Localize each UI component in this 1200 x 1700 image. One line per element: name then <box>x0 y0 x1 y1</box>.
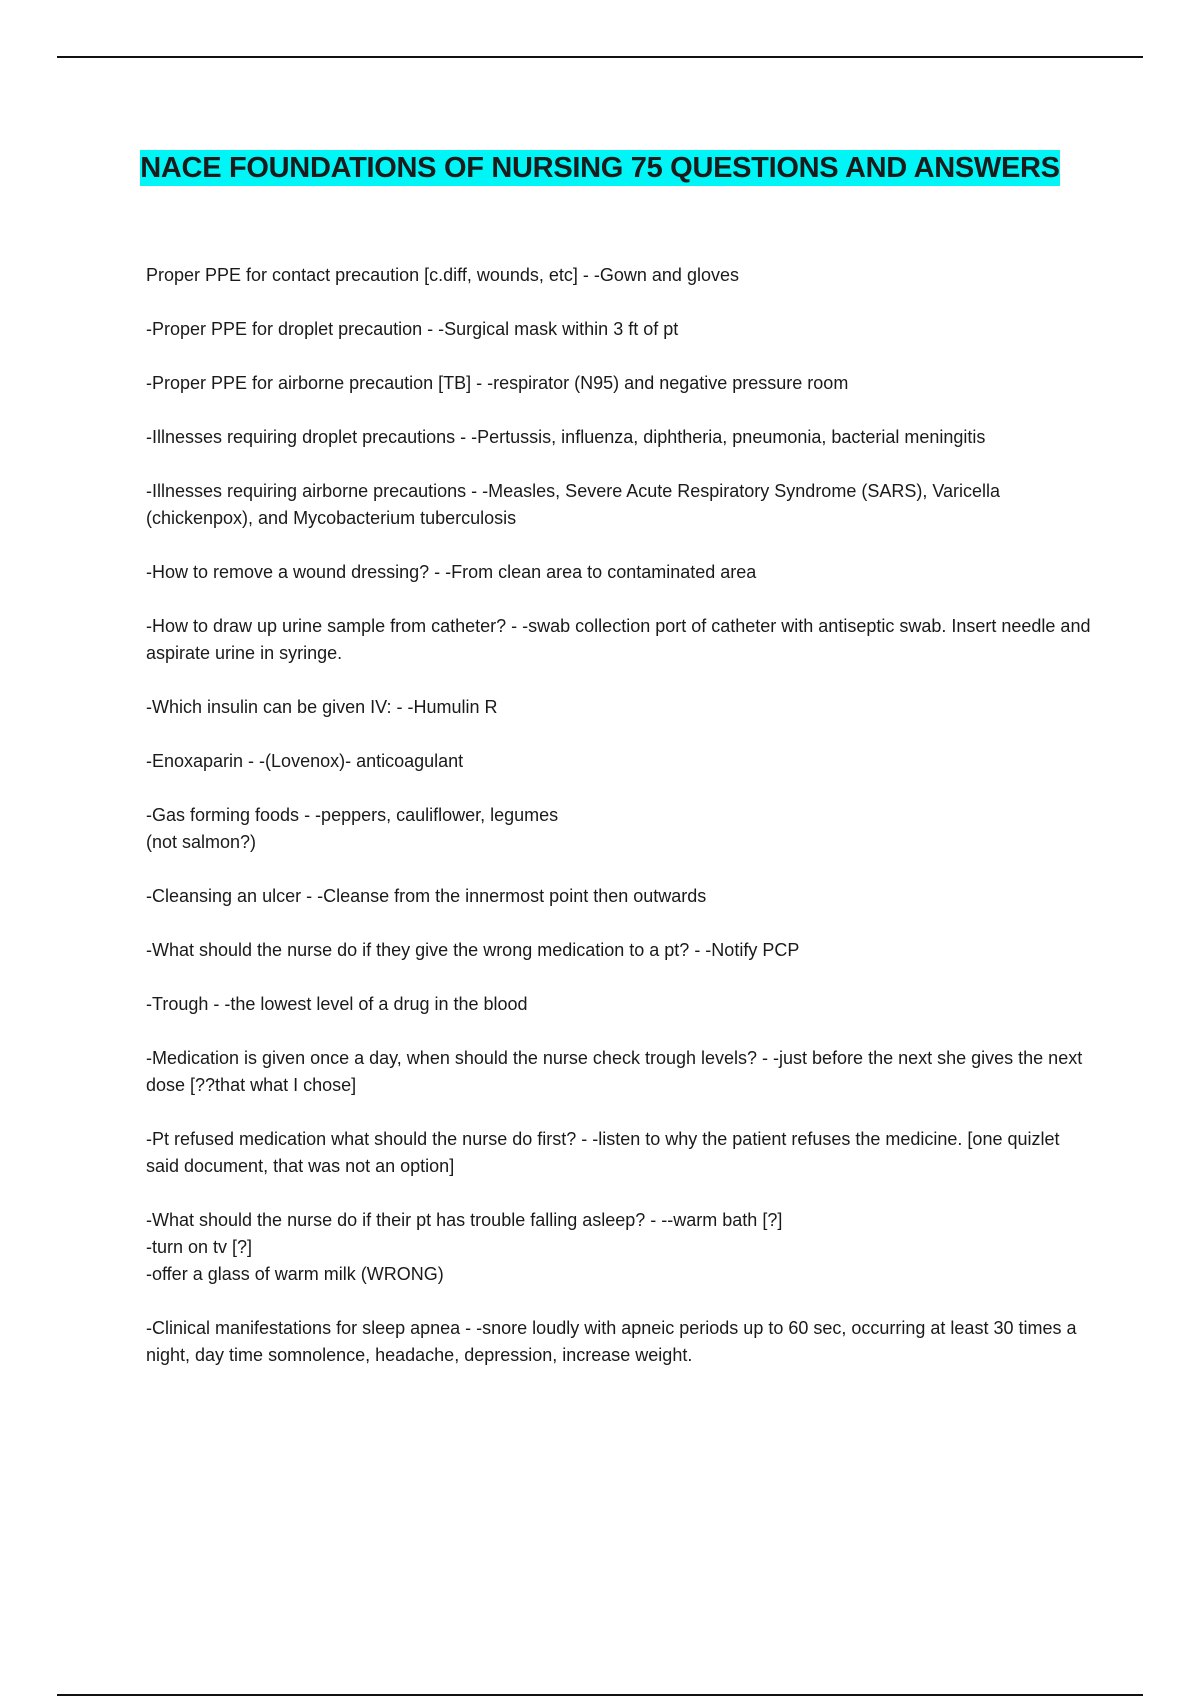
qa-item-gas-foods: -Gas forming foods - -peppers, cauliflower, legumes (not salmon?) <box>146 805 559 852</box>
qa-item-wrong-medication: -What should the nurse do if they give the wrong medication to a pt? - -Notify PCP <box>146 940 800 960</box>
qa-item-refused-medication: -Pt refused medication what should the nurse do first? - -listen to why the patient refuses the medicine. [one quizlet said document, that was not an option] <box>146 1129 1060 1176</box>
qa-item-enoxaparin: -Enoxaparin - -(Lovenox)- anticoagulant <box>146 751 464 771</box>
qa-item-trough: -Trough - -the lowest level of a drug in the blood <box>146 994 528 1014</box>
qa-item-droplet-illnesses: -Illnesses requiring droplet precautions - -Pertussis, influenza, diphtheria, pneumonia, bacterial meningitis <box>146 427 986 447</box>
top-horizontal-rule <box>57 56 1143 58</box>
qa-item-droplet-ppe: -Proper PPE for droplet precaution - -Surgical mask within 3 ft of pt <box>146 319 679 339</box>
qa-item-sleep-apnea: -Clinical manifestations for sleep apnea - -snore loudly with apneic periods up to 60 sec, occurring at least 30 times a night, day time somnolence, headache, depression, increase weight. <box>146 1318 1077 1365</box>
qa-item-urine-sample: -How to draw up urine sample from catheter? - -swab collection port of catheter with antiseptic swab. Insert needle and aspirate urine in syringe. <box>146 616 1091 663</box>
qa-item-contact-ppe: Proper PPE for contact precaution [c.diff, wounds, etc] - -Gown and gloves <box>146 265 739 285</box>
qa-item-iv-insulin: -Which insulin can be given IV: - -Humulin R <box>146 697 498 717</box>
qa-item-ulcer-cleansing: -Cleansing an ulcer - -Cleanse from the innermost point then outwards <box>146 886 707 906</box>
qa-item-airborne-illnesses: -Illnesses requiring airborne precautions - -Measles, Severe Acute Respiratory Syndrome (SARS), Varicella (chickenpox), and Mycobacterium tuberculosis <box>146 481 1001 528</box>
bottom-horizontal-rule <box>57 1694 1143 1696</box>
qa-item-wound-dressing: -How to remove a wound dressing? - -From clean area to contaminated area <box>146 562 757 582</box>
qa-item-trough-timing: -Medication is given once a day, when should the nurse check trough levels? - -just before the next she gives the next dose [??that what I chose] <box>146 1048 1083 1095</box>
qa-item-airborne-ppe: -Proper PPE for airborne precaution [TB] - -respirator (N95) and negative pressure room <box>146 373 849 393</box>
qa-item-trouble-sleeping: -What should the nurse do if their pt has trouble falling asleep? - --warm bath [?] -turn on tv [?] -offer a glass of warm milk (WRONG) <box>146 1210 783 1284</box>
title-block <box>100 146 1100 195</box>
qa-list <box>146 262 1096 1396</box>
document-title: NACE FOUNDATIONS OF NURSING 75 QUESTIONS AND ANSWERS <box>140 152 1060 184</box>
